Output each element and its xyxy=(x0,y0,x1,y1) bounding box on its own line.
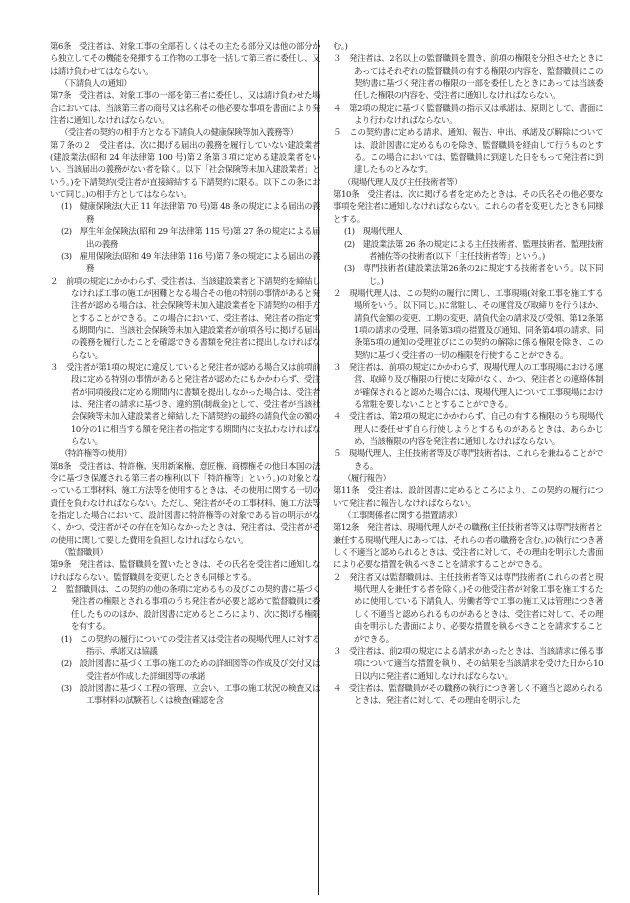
clause-paragraph: ２ 現場代理人は、この契約の履行に関し、工事現場(対象工事を施工する場所をいう。以下同じ。)に常駐し、その運営及び取締りを行うほか、請負代金額の変更、工期の変更、請負代金の請求及び受領、第12条第1項の請求の受理、同条第3項の措置及び通知、同条第4項の請求、同条第5項の通知の受理並びにこの契約の解除に係る権限を除き、この契約に基づく受注者の一切の権限を行使することができる。 xyxy=(333,287,603,360)
list-item: (2) 建設業法第 26 条の規定による主任技術者、監理技術者、監理技術者補佐等の技術者(以下「主任技術者等」という。) xyxy=(344,238,603,261)
clause-paragraph: ２ 監督職員は、この契約の他の条項に定めるもの及びこの契約書に基づく発注者の権限とされる事項のうち発注者が必要と認めて監督職員に委任したもののほか、設計図書に定めるところにより、次に掲げる権限を有する。 xyxy=(50,584,320,632)
clause-paragraph: ３ 受注者が第1項の規定に違反していると発注者が認める場合又は前項前段に定める特別の事情があると発注者が認めたにもかかわらず、受注者が同項後段に定める期間内に書類を提出しなかった場合は、受注者は、発注者の請求に基づき、違約罰(制裁金)として、受注者が当該社会保険等未加入建設業者と締結した下請契約の最終の請負代金の額の10分の1に相当する額を発注者の指定する期間内に支払わなければならない。 xyxy=(50,361,320,446)
list-item: (1) この契約の履行についての受注者又は受注者の現場代理人に対する指示、承諾又は協議 xyxy=(61,633,320,656)
column-divider xyxy=(318,40,319,895)
article-heading: （特許権等の使用） xyxy=(60,448,132,459)
continued-text: む。) xyxy=(333,41,348,51)
article-paragraph: 第11条 受注者は、設計図書に定めるところにより、この契約の履行について発注者に報告しなければならない。 xyxy=(333,485,603,508)
article-heading: （工事関係者に関する措置請求） xyxy=(343,510,462,521)
article-heading: （下請負人の通知） xyxy=(60,78,132,89)
left-text-column xyxy=(50,40,320,707)
article-heading: （現場代理人及び主任技術者等） xyxy=(343,176,462,187)
article-heading: （履行報告） xyxy=(343,473,391,484)
article-paragraph: 第9条 発注者は、監督職員を置いたときは、その氏名を受注者に通知しなければならない。監督職員を変更したときも同様とする。 xyxy=(50,559,320,582)
article-heading: （監督職員） xyxy=(60,547,108,558)
clause-paragraph: ５ 現場代理人、主任技術者等及び専門技術者は、これらを兼ねることができる。 xyxy=(333,448,603,471)
article-paragraph: 第6条 受注者は、対象工事の全部若しくはその主たる部分又は他の部分から独立してその機能を発揮する工作物の工事を一括して第三者に委任し、又は請け負わせてはならない。 xyxy=(50,41,320,76)
clause-paragraph: ５ この契約書に定める請求、通知、報告、申出、承諾及び解除については、設計図書に定めるものを除き、監督職員を経由して行うものとする。この場合においては、監督職員に到達した日をもって発注者に到達したものとみなす。 xyxy=(333,127,603,175)
clause-paragraph: ２ 発注者又は監督職員は、主任技術者等又は専門技術者(これらの者と現場代理人を兼任する者を除く。)その他受注者が対象工事を施工するために使用している下請負人、労働者等で工事の施工又は管理につき著しく不適当と認められるものがあるときは、受注者に対して、その理由を明示した書面により、必要な措置を執るべきことを請求することができる。 xyxy=(333,571,603,644)
clause-paragraph: ３ 受注者は、前2項の規定による請求があったときは、当該請求に係る事項について適当な措置を執り、その結果を当該請求を受けた日から10日以内に発注者に通知しなければならない。 xyxy=(333,645,603,681)
clause-paragraph: ３ 発注者は、前項の規定にかかわらず、現場代理人の工事現場における運営、取締り及び権限の行使に支障がなく、かつ、発注者との連絡体制が確保されると認めた場合には、現場代理人について工事現場における常駐を要しないこととすることができる。 xyxy=(333,361,603,409)
article-paragraph: 第7条 受注者は、対象工事の一部を第三者に委任し、又は請け負わせた場合においては、当該第三者の商号又は名称その他必要な事項を書面により発注者に通知しなければならない。 xyxy=(50,90,320,126)
article-paragraph: 第７条の２ 受注者は、次に掲げる届出の義務を履行していない建設業者(建設業法(昭和 24 年法律第 100 号)第２条第３項に定める建設業者をいい、当該届出の義務がない者を除く。以下「社会保険等未加入建設業者」という。)を下請契約(受注者が直接締結する下請契約に限る。以下この条において同じ。)の相手方としてはならない。 xyxy=(50,139,320,200)
list-item: (2) 厚生年金保険法(昭和 29 年法律第 115 号)第 27 条の規定による届出の義務 xyxy=(61,226,320,249)
list-item: (3) 雇用保険法(昭和 49 年法律第 116 号)第７条の規定による届出の義務 xyxy=(61,250,320,274)
clause-paragraph: ４ 受注者は、第2項の規定にかかわらず、自己の有する権限のうち現場代理人に委任せず自ら行使しようとするものがあるときは、あらかじめ、当該権限の内容を発注者に通知しなければならない。 xyxy=(333,411,603,446)
article-paragraph: 第10条 受注者は、次に掲げる者を定めたときは、その氏名その他必要な事項を発注者に通知しなければならない。これらの者を変更したときも同様とする。 xyxy=(333,189,603,224)
article-paragraph: 第12条 発注者は、現場代理人がその職務(主任技術者等又は専門技術者と兼任する現場代理人にあっては、それらの者の職務を含む。)の執行につき著しく不適当と認められるときは、受注者に対して、その理由を明示した書面により必要な措置を執るべきことを請求することができる。 xyxy=(333,522,603,570)
list-item: (2) 設計図書に基づく工事の施工のための詳細図等の作成及び交付又は受注者が作成した詳細図等の承諾 xyxy=(61,658,320,681)
article-heading: （受注者の契約の相手方となる下請負人の健康保険等加入義務等） xyxy=(60,127,298,138)
list-item: (3) 専門技術者(建設業法第26条の2に規定する技術者をいう。以下同じ。) xyxy=(344,263,603,286)
article-paragraph: 第8条 受注者は、特許権、実用新案権、意匠権、商標権その他日本国の法令に基づき保護される第三者の権利(以下「特許権等」という。)の対象となっている工事材料、施工方法等を使用するときは、その使用に関する一切の責任を負わなければならない。ただし、発注者がその工事材料、施工方法等を指定した場合において、設計図書に特許権等の対象である旨の明示がなく、かつ、受注者がその存在を知らなかったときは、発注者は、受注者がその使用に関して要した費用を負担しなければならない。 xyxy=(50,460,320,545)
list-item: (1) 健康保険法(大正 11 年法律第 70 号)第 48 条の規定による届出の義務 xyxy=(61,201,320,224)
list-item: (1) 現場代理人 xyxy=(344,226,403,237)
right-text-column xyxy=(333,40,603,707)
clause-paragraph: ４ 第2項の規定に基づく監督職員の指示又は承諾は、原則として、書面により行わなければならない。 xyxy=(333,102,603,126)
clause-paragraph: ２ 前項の規定にかかわらず、受注者は、当該建設業者と下請契約を締結しなければ工事の施工が困難となる場合その他の特別の事情があると発注者が認める場合は、社会保険等未加入建設業者を下請契約の相手方とすることができる。この場合において、受注者は、発注者の指定する期間内に、当該社会保険等未加入建設業者が前項各号に掲げる届出の義務を履行したことを確認できる書類を発注者に提出しなければならない。 xyxy=(50,275,320,360)
clause-paragraph: ３ 発注者は、2名以上の監督職員を置き、前項の権限を分担させたときにあってはそれぞれの監督職員の有する権限の内容を、監督職員にこの契約書に基づく発注者の権限の一部を委任したときにあっては当該委任した権限の内容を、受注者に通知しなければならない。 xyxy=(333,53,603,101)
clause-paragraph: ４ 受注者は、監督職員がその職務の執行につき著しく不適当と認められるときは、発注者に対して、その理由を明示した xyxy=(333,682,603,706)
list-item: (3) 設計図書に基づく工程の管理、立会い、工事の施工状況の検査又は工事材料の試験若しくは検査(確認を含 xyxy=(61,682,320,706)
